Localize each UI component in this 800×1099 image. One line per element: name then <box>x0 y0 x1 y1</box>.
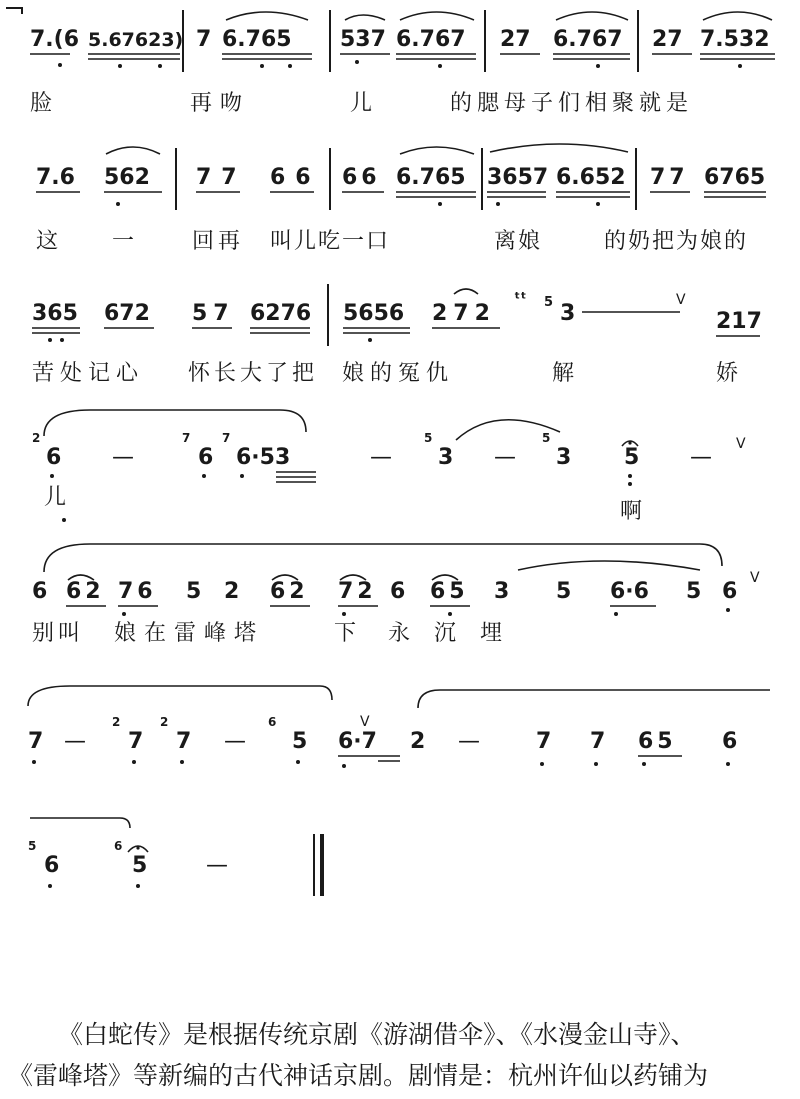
note-group: 6 <box>44 853 60 878</box>
lyric: 苦处记心 <box>32 361 145 386</box>
slur <box>44 544 722 572</box>
breath-mark: V <box>736 436 746 452</box>
grace-note: 5 <box>424 431 433 445</box>
system-7 <box>28 818 322 896</box>
note-group: 7.6 <box>36 165 75 190</box>
system-4 <box>32 410 746 524</box>
lyric: 永沉埋 <box>388 621 527 646</box>
note-group: 5656 <box>343 301 405 326</box>
note-group: — <box>494 445 516 470</box>
grace-note: 5 <box>28 839 37 853</box>
note-group: 6·6 <box>610 579 649 604</box>
grace-note: 6 <box>114 839 123 853</box>
note-group: 66 <box>270 165 321 190</box>
note-group: 6.767 <box>396 27 466 52</box>
note-group: 5 <box>132 853 148 878</box>
note-group: 6.765 <box>222 27 292 52</box>
lyric: 一 <box>112 229 135 254</box>
note-group: 3 <box>556 445 572 470</box>
description-paragraph <box>8 1014 794 1096</box>
lyric: 离娘 <box>494 229 543 254</box>
slur <box>556 12 628 20</box>
system-2 <box>36 144 766 254</box>
lyric: 下 <box>334 621 357 646</box>
lyric: 解 <box>552 361 575 386</box>
note-group: 62 <box>66 579 105 604</box>
grace-note: 7 <box>222 431 231 445</box>
note-group: 65 <box>638 729 677 754</box>
lyric: 娘的冤仇 <box>342 361 455 386</box>
breath-mark: V <box>676 292 686 308</box>
note-group: 27 <box>652 27 683 52</box>
note-group: 6 <box>722 579 738 604</box>
grace-note: 2 <box>160 715 169 729</box>
breath-mark: V <box>750 570 760 586</box>
paragraph-text: 《白蛇传》是根据传统京剧《游湖借伞》、《水漫金山寺》、 <box>58 1020 696 1049</box>
note-group: 7 <box>28 729 44 754</box>
grace-note: 7 <box>182 431 191 445</box>
slur <box>226 12 308 20</box>
note-group: 6 <box>46 445 62 470</box>
note-group: 6 <box>722 729 738 754</box>
note-group: 57 <box>192 301 235 326</box>
note-group: — <box>458 729 480 754</box>
paragraph-line: 《雷峰塔》等新编的古代神话京剧。剧情是：杭州许仙以药铺为 <box>8 1061 709 1090</box>
note-group: 6 <box>390 579 406 604</box>
note-group: 6.767 <box>553 27 623 52</box>
note-group: 5 <box>292 729 308 754</box>
note-group: 6765 <box>704 165 766 190</box>
lyric: 儿 <box>44 485 67 510</box>
note-group: 7.(6 <box>30 27 80 52</box>
slur <box>44 410 306 436</box>
note-group: 7 <box>128 729 144 754</box>
note-group: 7 <box>590 729 606 754</box>
system-5 <box>32 544 760 646</box>
note-group: — <box>690 445 712 470</box>
note-group: 77 <box>650 165 689 190</box>
note-group: 6.652 <box>556 165 626 190</box>
lyric: 怀长大了把 <box>188 361 319 386</box>
note-group: — <box>370 445 392 470</box>
note-group: 3 <box>560 301 576 326</box>
note-group: — <box>206 853 228 878</box>
note-group: 3 <box>494 579 510 604</box>
note-group: 76 <box>118 579 157 604</box>
note-group: 65 <box>430 579 469 604</box>
note-group: 3 <box>438 445 454 470</box>
note-group: 7 <box>196 27 212 52</box>
note-group: 6·7 <box>338 729 377 754</box>
note-group: — <box>112 445 134 470</box>
grace-mark: ᵗᵗ <box>514 289 527 308</box>
note-group: 5.67623) <box>88 29 184 51</box>
note-group: 6 <box>32 579 48 604</box>
note-group: 6.765 <box>396 165 466 190</box>
lyric: 别叫 <box>32 621 85 646</box>
system-3 <box>32 284 762 386</box>
note-group: 7.532 <box>700 27 770 52</box>
slur-corner <box>6 8 22 14</box>
lyric: 儿 <box>350 91 373 116</box>
grace-note: 2 <box>112 715 121 729</box>
note-group: 272 <box>432 301 496 326</box>
system-6 <box>28 686 770 768</box>
note-group: 6276 <box>250 301 312 326</box>
slur <box>345 15 385 20</box>
lyric: 的腮母子们相聚就是 <box>450 91 694 116</box>
note-group: 2 <box>410 729 426 754</box>
slur <box>28 686 332 706</box>
note-group: 6·53 <box>236 445 291 470</box>
lyric: 脸 <box>30 91 53 116</box>
slur <box>703 12 772 20</box>
grace-note: 2 <box>32 431 41 445</box>
slur <box>400 12 474 20</box>
note-group: 5 <box>686 579 702 604</box>
lyric: 的奶把为娘的 <box>604 229 749 254</box>
note-group: 5 <box>186 579 202 604</box>
grace-note: 5 <box>544 295 554 310</box>
breath-mark: V <box>360 714 370 730</box>
note-group: — <box>64 729 86 754</box>
note-group: 672 <box>104 301 150 326</box>
slur <box>418 690 770 708</box>
lyric: 娇 <box>716 361 739 386</box>
lyric: 再吻 <box>190 91 251 116</box>
note-group: 6 <box>198 445 214 470</box>
note-group: 537 <box>340 27 386 52</box>
note-group: 77 <box>196 165 247 190</box>
note-group: 27 <box>500 27 531 52</box>
lyric: 娘在雷峰塔 <box>114 621 265 646</box>
note-group: 66 <box>342 165 381 190</box>
paragraph-line <box>8 1014 794 1055</box>
note-group: 3657 <box>487 165 549 190</box>
note-group: 365 <box>32 301 78 326</box>
note-group: 7 <box>536 729 552 754</box>
system-1 <box>6 8 775 116</box>
slur <box>30 818 130 828</box>
note-group: 217 <box>716 309 762 334</box>
grace-note: 5 <box>542 431 551 445</box>
note-group: 62 <box>270 579 309 604</box>
lyric: 回再 <box>192 229 245 254</box>
lyric: 叫儿吃一口 <box>270 229 391 254</box>
lyric: 这 <box>36 229 59 254</box>
note-group: 5 <box>556 579 572 604</box>
note-group: — <box>224 729 246 754</box>
lyric: 啊 <box>620 499 643 524</box>
note-group: 72 <box>338 579 377 604</box>
note-group: 2 <box>224 579 240 604</box>
grace-note: 6 <box>268 715 277 729</box>
note-group: 5 <box>624 445 640 470</box>
note-group: 7 <box>176 729 192 754</box>
note-group: 562 <box>104 165 150 190</box>
